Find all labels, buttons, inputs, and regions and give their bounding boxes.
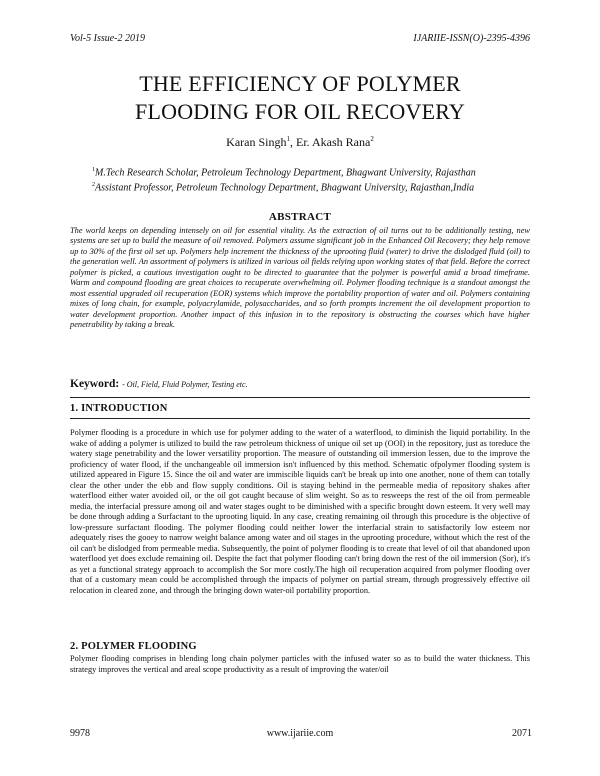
author-2-affil-mark: 2 [370, 135, 374, 143]
affiliation-1-text: M.Tech Research Scholar, Petroleum Technology Department, Bhagwant University, Rajasthan [95, 167, 476, 179]
abstract-text: The world keeps on depending intensely on oil for essential vitality. As the extraction of oil turns out to be additionally testing, new systems are set up to build the measure of oil removed. Polymers assume significant job in the Enhanced Oil Recovery; they help remove up to 30% of the first oil set up. Polymers help increment the thickness of the uprooting fluid (water) to drive the dislodged fluid (oil) to the generation well. An assortment of polymers is utilized in various oil fields relying upon working states of that field. Before the correct polymer is picked, a cautious investigation ought to be directed to guarantee that the polymer is powerful amid a broad timeframe. Warm and compound flooding are great choices to recuperate overwhelming oil. Polymer flooding technique is a standout amongst the most essential upgraded oil recuperation (EOR) systems which improve the portability proportion of water and oil. Polymers containing mixes of long chain, for example, polyacrylamide, polysaccharides, and so forth prompts increment the oil development proportion to water development proportion. Another impact of this infusion in to the repository is obstructing the courses which have higher penetrability by taking a break. [70, 226, 530, 330]
journal-volume-header: Vol-5 Issue-2 2019 [70, 33, 145, 44]
author-separator: , [290, 135, 296, 149]
section-2-heading: 2. POLYMER FLOODING [70, 641, 197, 652]
affiliations [92, 164, 540, 195]
section-2-text: Polymer flooding comprises in blending long chain polymer particles with the infused water so as to build the water thickness. This strategy improves the vertical and areal scope productivity as a result of improving the water/oil [70, 654, 530, 674]
abstract-heading: ABSTRACT [268, 211, 332, 223]
paper-title-line-2: FLOODING FOR OIL RECOVERY [135, 99, 465, 124]
author-1-affil-mark: 1 [286, 135, 290, 143]
section-divider-top [70, 397, 530, 398]
author-1: Karan Singh [226, 135, 287, 149]
affiliation-1 [92, 164, 540, 179]
affiliation-2-mark: 2 [92, 182, 95, 189]
keyword-values: - Oil, Field, Fluid Polymer, Testing etc. [122, 380, 248, 389]
section-1-text: Polymer flooding is a procedure in which use for polymer adding to the water of a waterflood, to diminish the liquid portability. In the wake of adding a polymer is utilized to build the raw petroleum thickness of unique oil set up (OOI) in the repository, just as toreduce the watery stage penetrability and the lower versatility proportion. The measure of outstanding oil immersion lessen, due to the improve the proficiency of water flood, if the unchangeable oil immersion isn't influenced by this method. Schematic ofpolymer flooding system is utilized appeared in Figure 15. Since the oil and water are immiscible liquids can't be break up into one another, none of them can totally clear the other under the ebb and flow supply conditions. Oil is staying behind in the permeable media of repository shakes after waterflood either water avoided oil, or the oil got caught because of slim weight. So as to resweeps the rest of the oil from permeable media, the interfacial pressure among oil and water stages ought to be diminished with a specific brought down esteem. It very well may be done through adding a Surfactant to the uprooting liquid. In any case, creating remaining oil through this procedure is the objective of low-pressure surfactant flooding. The polymer flooding could neither lower the interfacial strain to satisfactorily low esteem nor adequately rises the gooey to narrow weight balance among water and oil stages in the uprooting procedure, without which the rest of the oil can't be dislodged from permeable media. Subsequently, the point of polymer flooding is to create that level of oil that abandoned upon waterflood yet does exclude remaining oil. Despite the fact that polymer flooding can't bring down the rest of the oil immersion (Sor), it's as yet a functional strategy approach to accomplish the Sor more costly.The high oil recuperation acquired from polymer flooding over that of a customary mean could be accomplished through the impacts of polymer on partial stream, through progressively effective oil relocation in cleared zone, and through the bringing down water-oil portability proportion. [70, 428, 530, 595]
footer-paper-id: 9978 [70, 728, 90, 739]
paper-title [60, 70, 540, 126]
paper-title-line-1: THE EFFICIENCY OF POLYMER [139, 71, 461, 96]
affiliation-2 [92, 179, 540, 194]
journal-issn-header: IJARIIE-ISSN(O)-2395-4396 [413, 33, 530, 44]
author-list [0, 135, 600, 150]
section-1-heading: 1. INTRODUCTION [70, 403, 168, 414]
author-2: Er. Akash Rana [296, 135, 371, 149]
footer-website: www.ijariie.com [266, 728, 334, 739]
affiliation-2-text: Assistant Professor, Petroleum Technology Department, Bhagwant University, Rajasthan,India [95, 182, 475, 194]
section-divider-bottom [70, 418, 530, 419]
affiliation-1-mark: 1 [92, 167, 95, 173]
footer-page-number: 2071 [512, 728, 532, 739]
keywords [70, 378, 530, 390]
keyword-label: Keyword: [70, 378, 123, 390]
